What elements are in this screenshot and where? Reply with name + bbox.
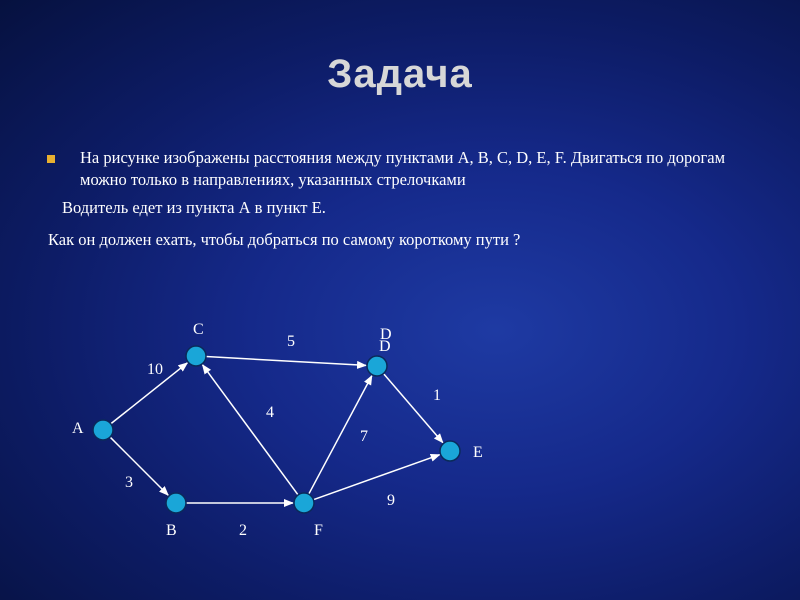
edge-weight-F-D: 7 bbox=[360, 428, 368, 445]
edge-weight-F-E: 9 bbox=[387, 492, 395, 509]
edge-D-E bbox=[384, 374, 443, 443]
edge-weight-D-E: 1 bbox=[433, 387, 441, 404]
edge-A-B bbox=[110, 437, 168, 495]
node-label-A: A bbox=[72, 420, 84, 437]
edge-C-D bbox=[206, 357, 366, 366]
node-label-D: D bbox=[380, 326, 392, 343]
edge-F-E bbox=[313, 455, 439, 500]
slide-title: Задача bbox=[327, 52, 473, 96]
node-label-E: E bbox=[473, 444, 483, 461]
task-question: Как он должен ехать, чтобы добраться по самому короткому пути ? bbox=[48, 230, 521, 249]
node-label-F: F bbox=[314, 522, 323, 539]
node-C bbox=[186, 346, 206, 366]
edge-weight-B-F: 2 bbox=[239, 522, 247, 539]
node-E bbox=[440, 441, 460, 461]
edge-F-C bbox=[203, 365, 299, 495]
edge-weight-F-C: 4 bbox=[266, 404, 274, 421]
node-B bbox=[166, 493, 186, 513]
task-text-line1: На рисунке изображены расстояния между пунктами A, B, C, D, E, F. Двигаться по дорогам можно только в направлениях, указанных стрелочками bbox=[80, 148, 726, 189]
node-F bbox=[294, 493, 314, 513]
node-D bbox=[367, 356, 387, 376]
node-label-D-duplicate: D bbox=[379, 338, 391, 355]
node-A bbox=[93, 420, 113, 440]
edge-weight-C-D: 5 bbox=[287, 333, 295, 350]
task-text-line2: Водитель едет из пункта А в пункт Е. bbox=[62, 198, 326, 217]
edge-weight-A-B: 3 bbox=[125, 474, 133, 491]
node-label-B: B bbox=[166, 522, 177, 539]
node-label-C: C bbox=[193, 321, 204, 338]
edge-weight-A-C: 10 bbox=[147, 361, 163, 378]
